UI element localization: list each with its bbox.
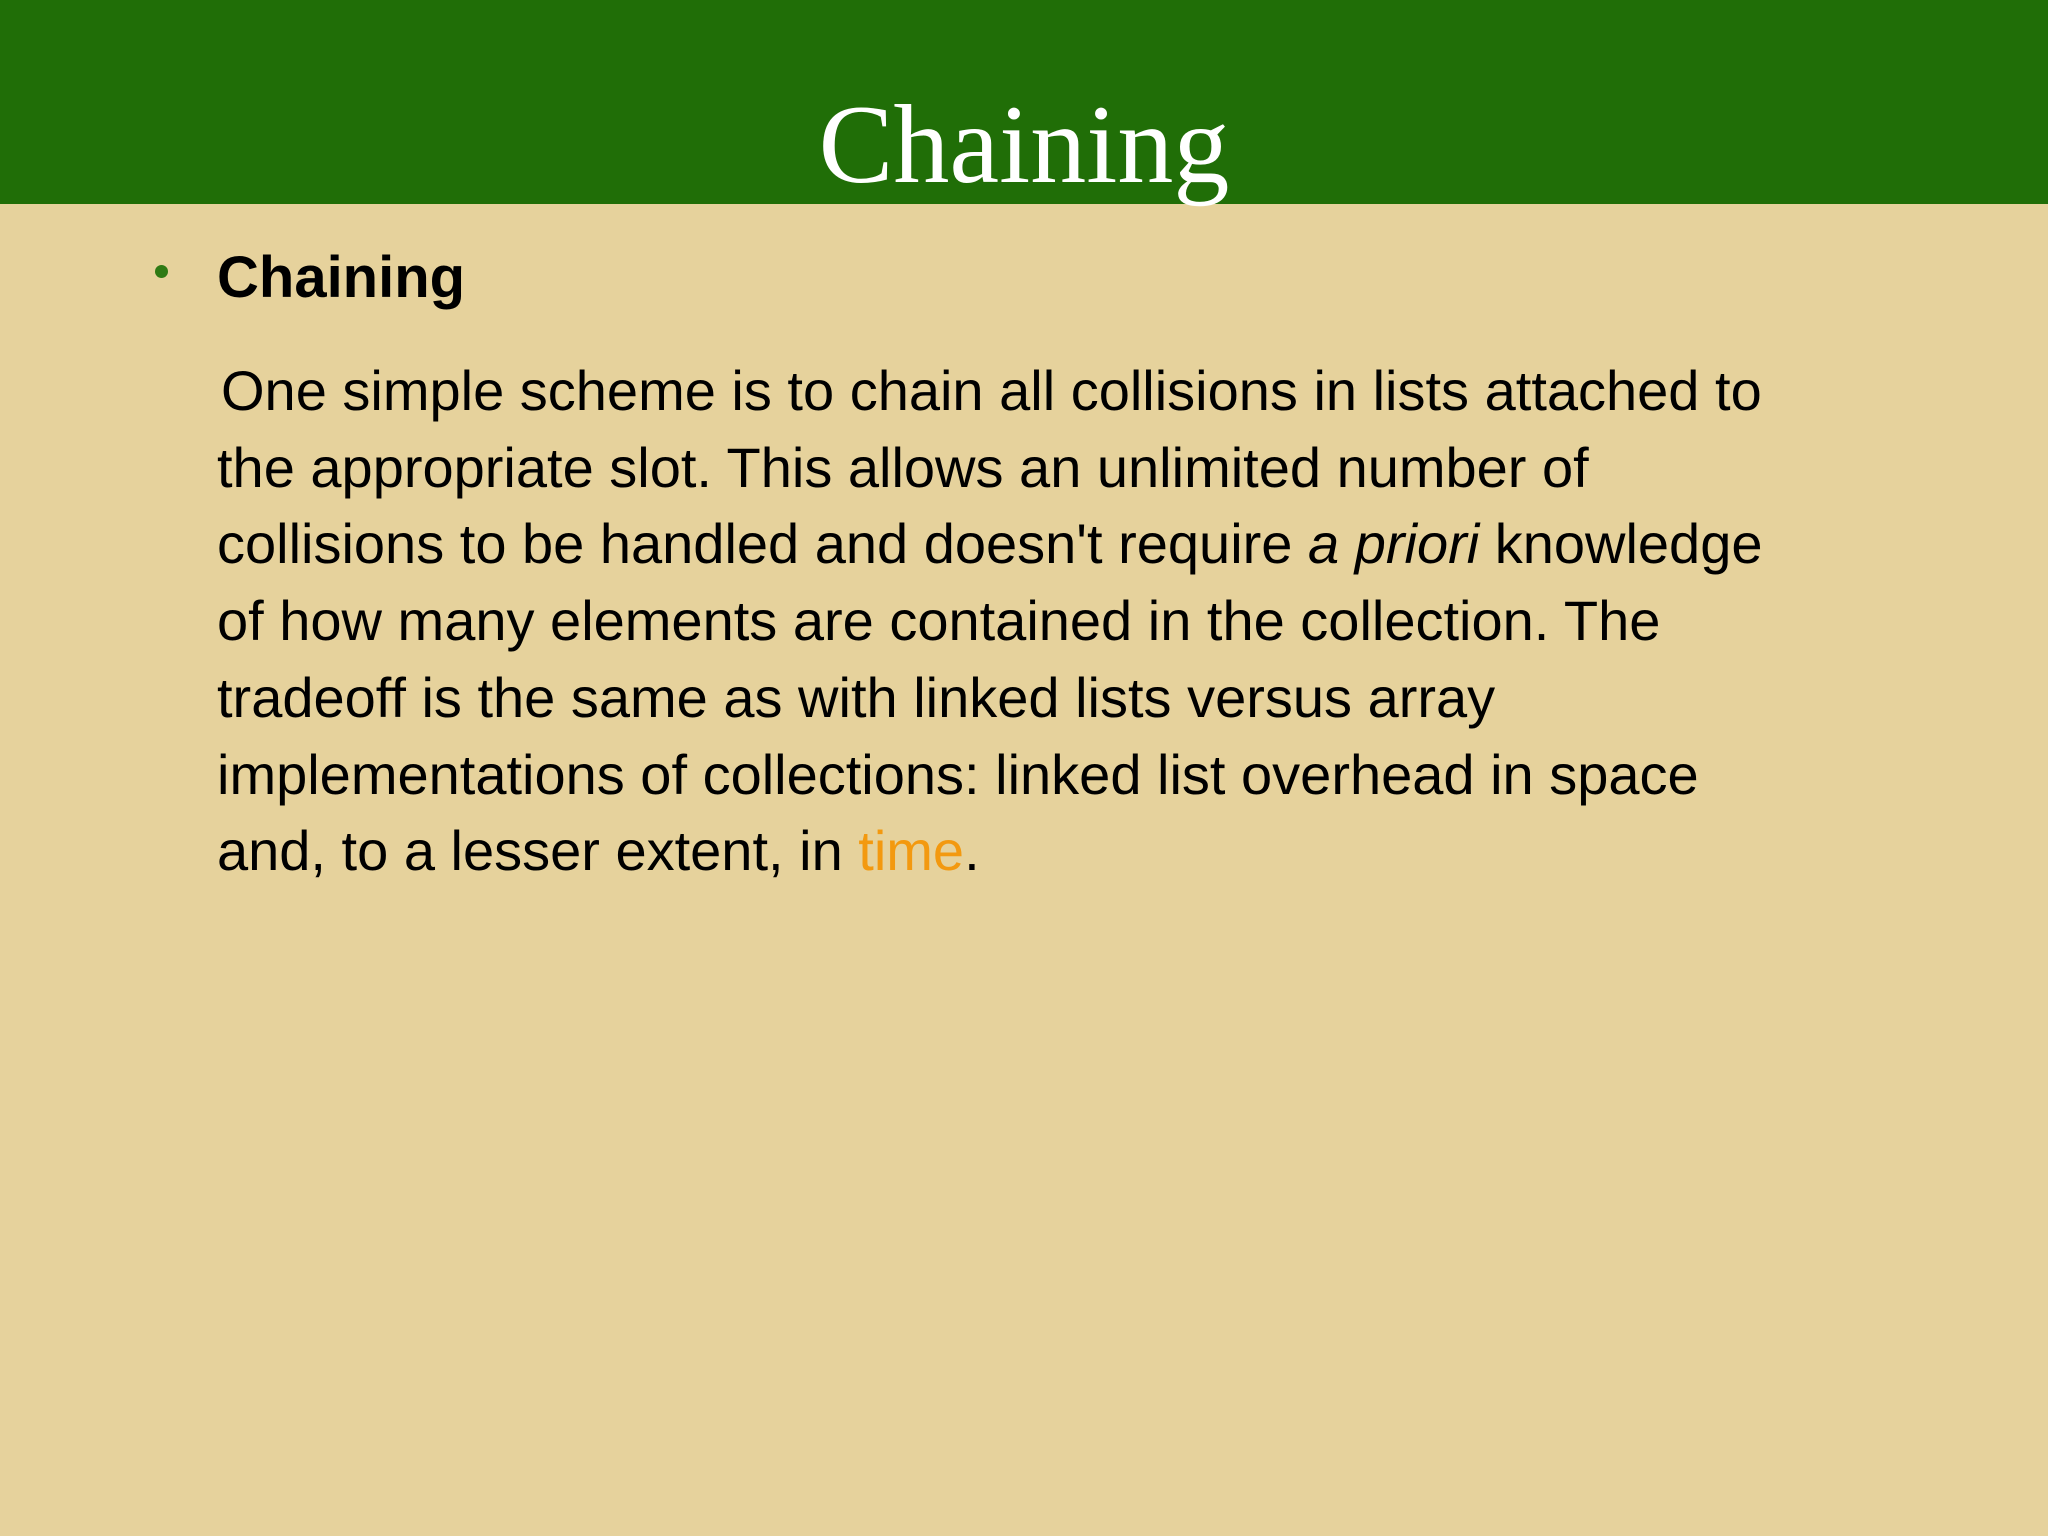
italic-term: a priori xyxy=(1308,512,1480,576)
highlighted-word: time xyxy=(858,819,965,883)
paragraph-line xyxy=(217,506,1867,583)
paragraph-text: and, to a lesser extent, in xyxy=(217,819,859,883)
paragraph-line: the appropriate slot. This allows an unlimited number of xyxy=(217,435,1589,499)
slide-title: Chaining xyxy=(818,83,1230,207)
body-paragraph xyxy=(217,353,1867,890)
paragraph-line: One simple scheme is to chain all collisions in lists attached to xyxy=(221,359,1762,422)
paragraph-text: collisions to be handled and doesn't require xyxy=(217,512,1308,576)
paragraph-text: . xyxy=(964,819,980,883)
bullet-icon xyxy=(155,265,168,278)
paragraph-line xyxy=(217,813,1867,890)
paragraph-text: knowledge xyxy=(1479,512,1763,576)
paragraph-line: of how many elements are contained in the collection. The xyxy=(217,589,1661,653)
paragraph-line: tradeoff is the same as with linked lists versus array xyxy=(217,665,1496,729)
bullet-heading: Chaining xyxy=(217,245,466,310)
paragraph-line: implementations of collections: linked list overhead in space xyxy=(217,742,1699,806)
